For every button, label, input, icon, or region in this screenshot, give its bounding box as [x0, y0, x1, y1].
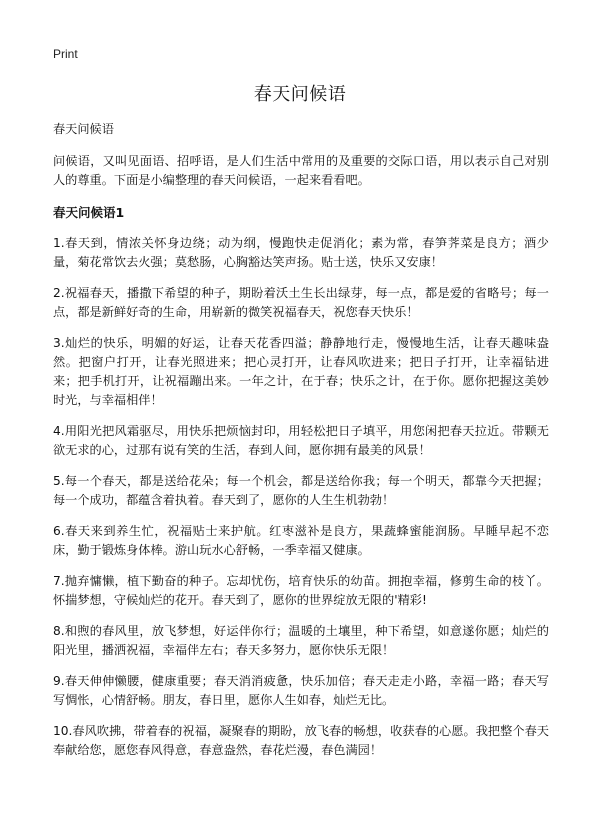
greeting-item: 5.每一个春天，都是送给花朵；每一个机会，都是送给你我；每一个明天，都靠今天把握；每一个成功，都蕴含着执着。春天到了，愿你的人生生机勃勃！ [53, 474, 549, 507]
print-link[interactable]: Print [53, 47, 78, 61]
greeting-item: 3.灿烂的快乐，明媚的好运，让春天花香四溢；静静地行走，慢慢地生活，让春天趣味盎然。把窗户打开，让春光照进来；把心灵打开，让春风吹进来；把日子打开，让幸福钻进来；把手机打开，让祝福蹦出来。一年之计，在于春；快乐之计，在于你。愿你把握这美妙时光，与幸福相伴！ [53, 336, 549, 407]
page-title: 春天问候语 [253, 84, 347, 105]
greeting-item: 8.和煦的春风里，放飞梦想，好运伴你行；温暖的土壤里，种下希望，如意遂你愿；灿烂的阳光里，播洒祝福，幸福伴左右；春天多努力，愿你快乐无限！ [53, 624, 549, 657]
greeting-item: 2.祝福春天，播撒下希望的种子，期盼着沃土生长出绿芽，每一点，都是爱的省略号；每一点，都是新鲜好奇的生命，用崭新的微笑祝福春天，祝您春天快乐！ [53, 286, 549, 319]
greeting-item: 4.用阳光把风霜驱尽，用快乐把烦恼封印，用轻松把日子填平，用您闲把春天拉近。带颗无欲无求的心，过那有说有笑的生活，春到人间，愿你拥有最美的风景！ [53, 424, 549, 457]
greeting-item: 10.春风吹拂，带着春的祝福，凝聚春的期盼，放飞春的畅想，收获春的心愿。我把整个春天奉献给您，愿您春风得意，春意盎然，春花烂漫，春色满园！ [53, 724, 549, 757]
article-subtitle: 春天问候语 [53, 122, 114, 136]
greeting-item: 9.春天伸伸懒腰，健康重要；春天消消疲惫，快乐加倍；春天走走小路，幸福一路；春天写写惆怅，心情舒畅。朋友，春日里，愿你人生如春，灿烂无比。 [53, 674, 549, 707]
article-body [53, 120, 549, 772]
section-heading: 春天问候语1 [53, 205, 125, 220]
greeting-item: 6.春天来到养生忙，祝福贴士来护航。红枣滋补是良方，果蔬蜂蜜能润肠。早睡早起不恋床，勤于锻炼身体棒。游山玩水心舒畅，一季幸福又健康。 [53, 524, 549, 557]
greeting-item: 7.抛弃慵懒，植下勤奋的种子。忘却忧伤，培育快乐的幼苗。拥抱幸福，修剪生命的枝丫。怀揣梦想，守候灿烂的花开。春天到了，愿你的世界绽放无限的'精彩! [53, 574, 549, 607]
greeting-item: 1.春天到，情浓关怀身边绕；动为纲，慢跑快走促消化；素为常，春笋荠菜是良方；酒少量，菊花常饮去火强；莫愁肠，心胸豁达笑声扬。贴士送，快乐又安康！ [53, 236, 549, 269]
intro-paragraph: 问候语，又叫见面语、招呼语，是人们生活中常用的及重要的交际口语，用以表示自己对别人的尊重。下面是小编整理的春天问候语，一起来看看吧。 [53, 154, 549, 187]
